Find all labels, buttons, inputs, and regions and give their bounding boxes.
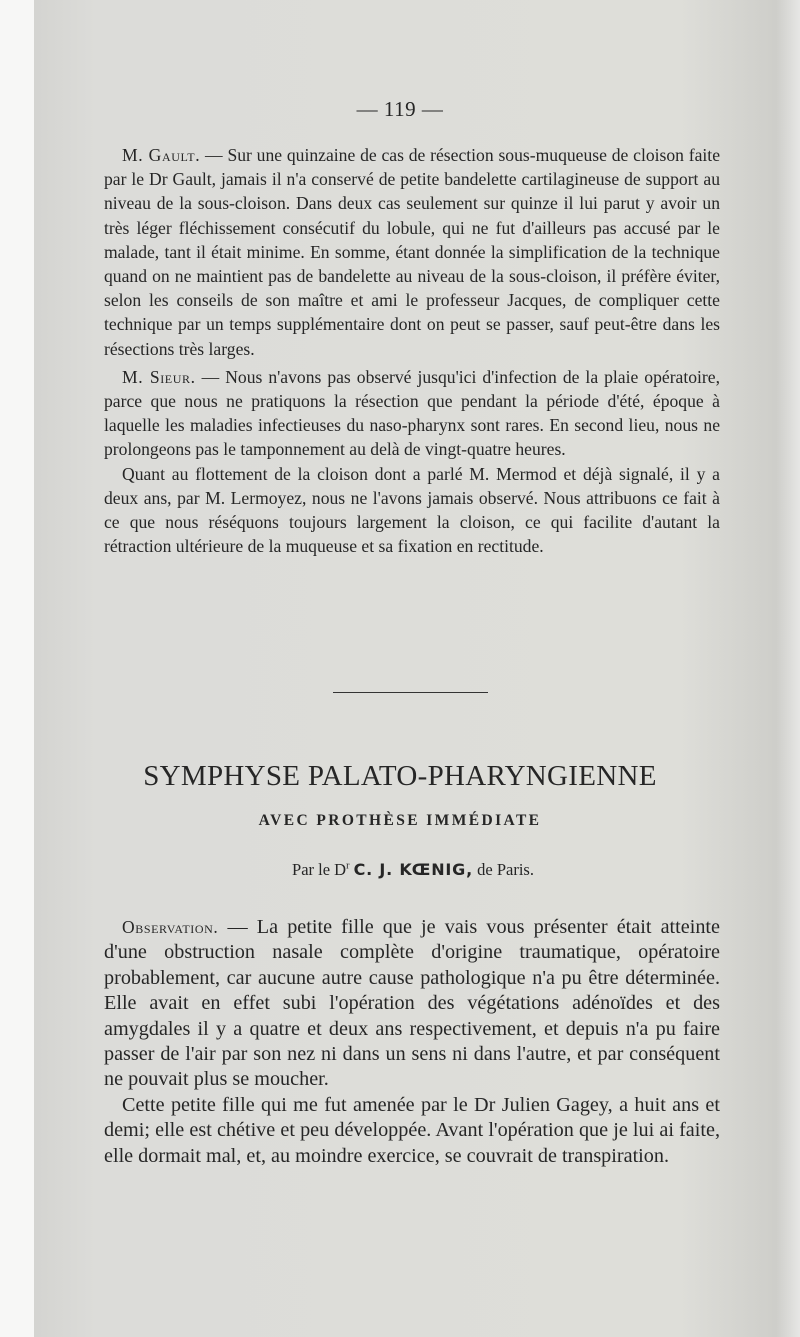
section-divider <box>333 692 488 693</box>
speaker-gault: M. Gault. <box>122 145 201 165</box>
article-title: SYMPHYSE PALATO-PHARYNGIENNE <box>143 760 657 792</box>
paragraph-sieur-text: — Nous n'avons pas observé jusqu'ici d'infection de la plaie opératoire, parce que nous ne pratiquons la résection que pendant la période d'été, époque à laquelle les maladies infectieuses du naso-pharynx sont rares. En second lieu, nous ne prolongeons pas le tamponnement au delà de vingt-quatre heures. <box>104 366 720 460</box>
paragraph-patient: Cette petite fille qui me fut amenée par le Dr Julien Gagey, a huit ans et demi; elle est chétive et peu développée. Avant l'opération que je lui ai faite, elle dormait mal, et, au moindre exercice, se couvrait de transpiration. <box>104 1093 720 1167</box>
speaker-sieur: M. Sieur. <box>122 366 196 387</box>
paragraph-sieur <box>104 365 720 462</box>
paragraph-observation <box>104 915 720 1093</box>
article-byline <box>0 860 800 880</box>
byline-prefix: Par le D <box>292 860 347 879</box>
author-name: C. J. KŒNIG, <box>353 860 473 879</box>
discussion-section <box>104 143 720 558</box>
paragraph-flottement: Quant au flottement de la cloison dont a parlé M. Mermod et déjà signalé, il y a deux ans, par M. Lermoyez, nous ne l'avons jamais observé. Nous attribuons ce fait à ce que nous réséquons toujours largement la cloison, ce qui facilite d'autant la rétraction ultérieure de la muqueuse et sa fixation en rectitude. <box>104 463 720 557</box>
page-gutter <box>0 0 34 1337</box>
page-edge <box>776 0 800 1337</box>
observation-label: Observation. <box>122 917 219 937</box>
byline-sup: r <box>346 860 350 872</box>
paragraph-gault-text: — Sur une quinzaine de cas de résection sous-muqueuse de cloison faite par le Dr Gault, jamais il n'a conservé de petite bandelette cartilagineuse de support au niveau de la sous-cloison. Dans deux cas seulement sur quinze il lui parut y avoir un très léger fléchissement consécutif du lobule, qui ne fut d'ailleurs pas accusé par le malade, tant il était minime. En somme, étant donnée la simplification de la technique quand on ne maintient pas de bandelette au niveau de la sous-cloison, il préfère éviter, selon les conseils de son maître et ami le professeur Jacques, de compliquer cette technique par un temps supplémentaire dont on peut se passer, sauf peut-être dans les résections très larges. <box>104 145 721 359</box>
page-number: — 119 — <box>356 97 444 121</box>
paragraph-observation-text: — La petite fille que je vais vous présenter était atteinte d'une obstruction nasale complète d'origine traumatique, opératoire probablement, car aucune autre cause pathologique n'a pu être déterminée. Elle avait en effet subi l'opération des végétations adénoïdes et des amygdales il y a quatre et deux ans respectivement, et depuis n'a pu faire passer de l'air par son nez ni dans un sens ni dans l'autre, et par conséquent ne pouvait plus se moucher. <box>104 916 720 1091</box>
byline-suffix: de Paris. <box>473 860 534 879</box>
paragraph-gault <box>104 143 720 361</box>
observation-section <box>104 915 720 1169</box>
article-subtitle: AVEC PROTHÈSE IMMÉDIATE <box>258 812 542 829</box>
